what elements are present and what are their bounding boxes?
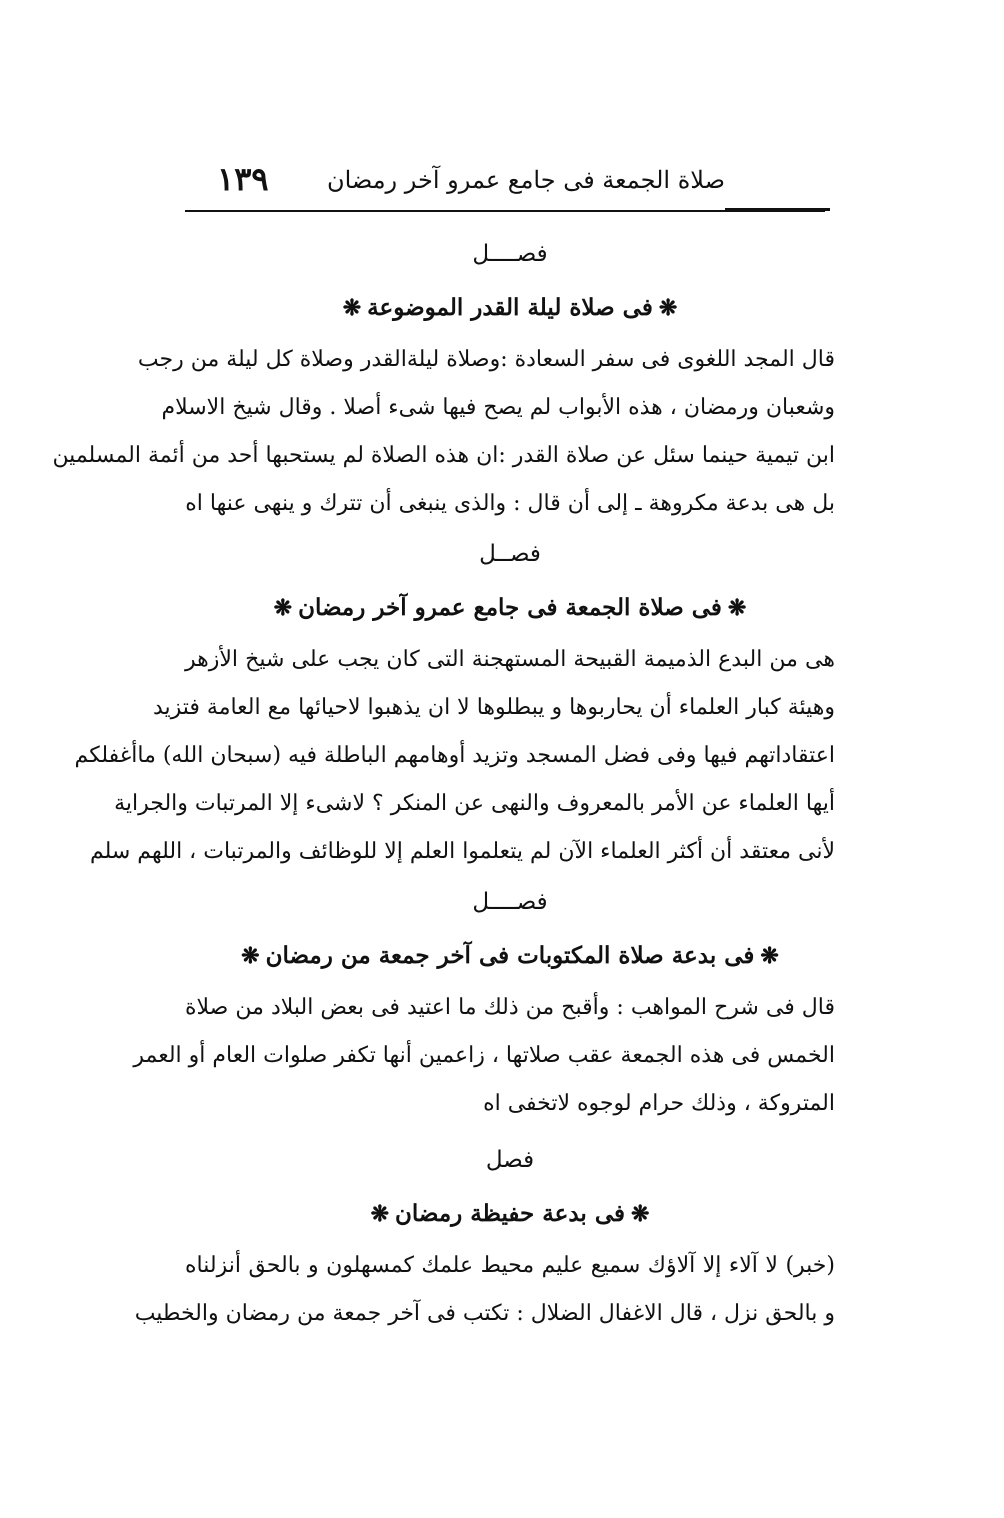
paragraph-line: قال المجد اللغوى فى سفر السعادة :وصلاة ليلةالقدر وصلاة كل ليلة من رجب	[137, 347, 835, 372]
ornament-open-icon: ❋	[760, 943, 779, 969]
section-paragraph	[52, 336, 835, 528]
section-title: فى صلاة ليلة القدر الموضوعة	[367, 294, 653, 321]
page-body	[52, 220, 835, 1338]
ornament-open-icon: ❋	[727, 595, 747, 621]
section-title: فى بدعة حفيظة رمضان	[395, 1200, 625, 1227]
ornament-close-icon: ❋	[342, 295, 362, 321]
ornament-close-icon: ❋	[273, 595, 293, 621]
section-label: فصــــل	[472, 889, 548, 915]
section-label: فصــل	[479, 541, 541, 567]
section-title: فى صلاة الجمعة فى جامع عمرو آخر رمضان	[298, 594, 722, 621]
paragraph-line: اعتقاداتهم فيها وفى فضل المسجد وتزيد أوهامهم الباطلة فيه (سبحان الله) ماأغفلكم	[74, 743, 835, 768]
section-heading	[185, 580, 835, 636]
ornament-close-icon: ❋	[241, 943, 260, 969]
paragraph-line: المتروكة ، وذلك حرام لوجوه لاتخفى اه	[483, 1091, 835, 1116]
running-header	[185, 160, 825, 206]
section-heading	[185, 280, 835, 336]
header-rule-accent	[725, 208, 830, 211]
section-title: فى بدعة صلاة المكتوبات فى آخر جمعة من رمضان	[265, 942, 755, 969]
paragraph-line: بل هى بدعة مكروهة ـ إلى أن قال : والذى ينبغى أن تترك و ينهى عنها اه	[185, 491, 835, 516]
running-title: صلاة الجمعة فى جامع عمرو آخر رمضان	[326, 166, 725, 194]
page-number: ١٣٩	[217, 160, 269, 198]
section-heading	[185, 928, 835, 984]
ornament-open-icon: ❋	[630, 1201, 650, 1227]
section-paragraph	[133, 984, 835, 1128]
paragraph-line: و بالحق نزل ، قال الاغفال الضلال : تكتب فى آخر جمعة من رمضان والخطيب	[134, 1301, 835, 1326]
section-paragraph	[74, 636, 835, 876]
paragraph-line: هى من البدع الذميمة القبيحة المستهجنة التى كان يجب على شيخ الأزهر	[185, 647, 835, 672]
paragraph-line: وهيئة كبار العلماء أن يحاربوها و يبطلوها لا ان يذهبوا لاحيائها مع العامة فتزيد	[152, 695, 835, 720]
paragraph-line: الخمس فى هذه الجمعة عقب صلاتها ، زاعمين أنها تكفر صلوات العام أو العمر	[133, 1043, 835, 1068]
paragraph-line: أيها العلماء عن الأمر بالمعروف والنهى عن المنكر ؟ لاشىء إلا المرتبات والجراية	[114, 791, 835, 816]
ornament-close-icon: ❋	[370, 1201, 389, 1227]
section-heading	[185, 1186, 835, 1242]
paragraph-line: ابن تيمية حينما سئل عن صلاة القدر :ان هذه الصلاة لم يستحبها أحد من أئمة المسلمين	[52, 443, 835, 468]
paragraph-line: وشعبان ورمضان ، هذه الأبواب لم يصح فيها شىء أصلا . وقال شيخ الاسلام	[161, 395, 835, 420]
paragraph-line: قال فى شرح المواهب : وأقبح من ذلك ما اعتيد فى بعض البلاد من صلاة	[185, 995, 835, 1020]
section-paragraph	[134, 1242, 835, 1338]
ornament-open-icon: ❋	[658, 295, 678, 321]
paragraph-line: (خبر) لا آلاء إلا آلاؤك سميع عليم محيط علمك كمسهلون و بالحق أنزلناه	[185, 1253, 835, 1278]
section-label: فصــــل	[472, 241, 548, 267]
section-label: فصل	[485, 1147, 535, 1173]
paragraph-line: لأنى معتقد أن أكثر العلماء الآن لم يتعلموا العلم إلا للوظائف والمرتبات ، اللهم سلم	[89, 839, 835, 864]
